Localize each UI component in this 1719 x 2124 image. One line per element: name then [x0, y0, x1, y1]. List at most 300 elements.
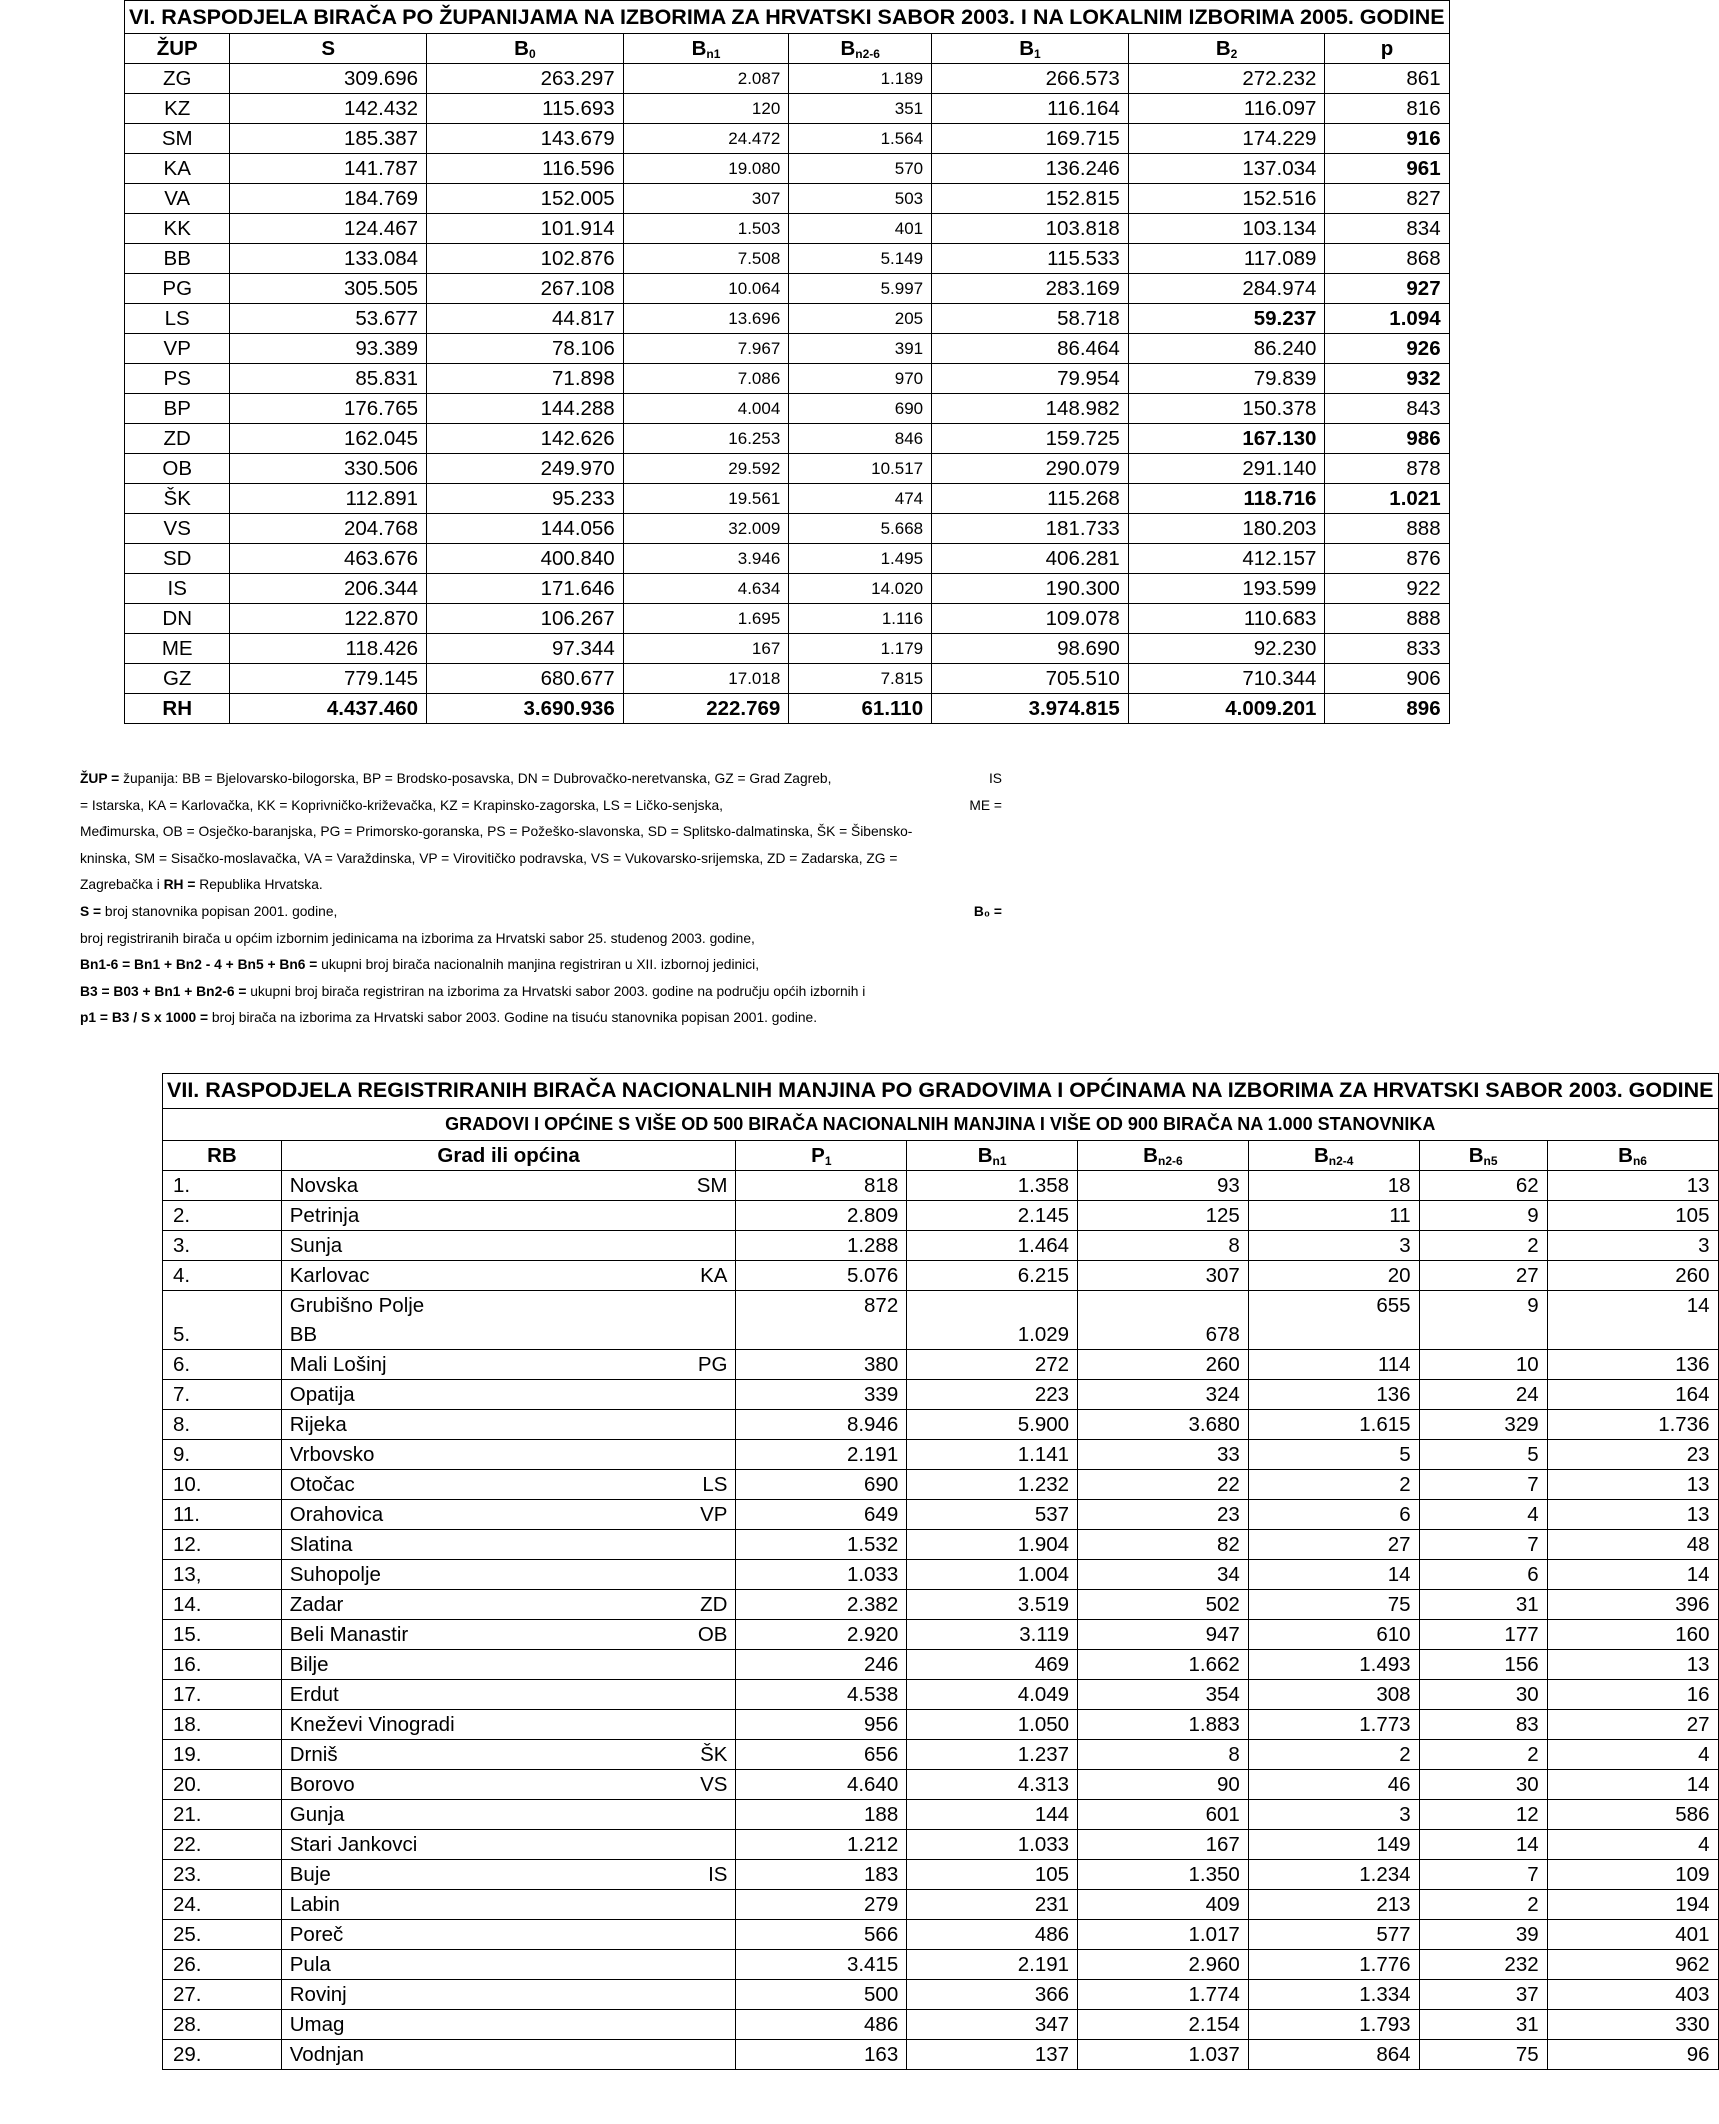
- table-cell: 351: [789, 94, 932, 124]
- table-cell: 30: [1419, 1769, 1547, 1799]
- legend-line: Međimurska, OB = Osječko-baranjska, PG = Primorsko-goranska, PS = Požeško-slavonska, SD = Splitsko-dalmatinska, ŠK = Šibensko-: [80, 824, 913, 840]
- column-header-label: B: [1019, 37, 1034, 60]
- city-name: Stari Jankovci: [289, 1832, 418, 1856]
- city-cell: [281, 1799, 736, 1829]
- city-name: Opatija: [289, 1382, 355, 1406]
- table-row: [163, 1170, 1719, 1200]
- table-row: [125, 274, 1450, 304]
- table-cell: 125: [1078, 1200, 1249, 1230]
- total-cell: 3.974.815: [932, 694, 1129, 724]
- legend-text: ukupni broj birača registriran na izborima za Hrvatski sabor 2003. godine na području općih izbornih i: [246, 983, 866, 999]
- table-cell: 1.050: [907, 1709, 1078, 1739]
- county-code: PG: [697, 1352, 728, 1376]
- table-cell: 206.344: [230, 574, 427, 604]
- table-row: [163, 2009, 1719, 2039]
- table-cell: 1.564: [789, 124, 932, 154]
- city-name: Drniš: [289, 1742, 338, 1766]
- county-code: VS: [700, 1772, 728, 1796]
- county-code: IS: [708, 1862, 728, 1886]
- column-header-label: B: [1215, 37, 1231, 60]
- city-name: Grubišno Polje: [289, 1293, 425, 1317]
- table-cell: 537: [907, 1499, 1078, 1529]
- table-cell: 1.773: [1248, 1709, 1419, 1739]
- table-cell: 366: [907, 1979, 1078, 2009]
- table-row: [125, 364, 1450, 394]
- table-vi-legend: [80, 766, 1002, 1032]
- table-cell: 1.232: [907, 1469, 1078, 1499]
- table-cell: 159.725: [932, 424, 1129, 454]
- table-cell: 2.191: [907, 1949, 1078, 1979]
- table-cell: 24.472: [623, 124, 789, 154]
- table-cell: 1.736: [1547, 1409, 1718, 1439]
- column-header-subscript: n6: [1632, 1153, 1647, 1168]
- table-cell: 570: [789, 154, 932, 184]
- table-cell: 10: [1419, 1349, 1547, 1379]
- column-header: [1248, 1140, 1419, 1170]
- table-cell: 19.561: [623, 484, 789, 514]
- table-cell: 502: [1078, 1589, 1249, 1619]
- table-cell: 181.733: [932, 514, 1129, 544]
- table-cell: 14.020: [789, 574, 932, 604]
- county-code-cell: BB: [125, 244, 230, 274]
- table-cell: 2.809: [736, 1200, 907, 1230]
- table-cell: 32.009: [623, 514, 789, 544]
- legend-text: Republika Hrvatska.: [195, 877, 323, 893]
- rb-cell: 1.: [163, 1170, 282, 1200]
- column-header: [1325, 34, 1449, 64]
- city-cell: [281, 1739, 736, 1769]
- table-cell: 232: [1419, 1949, 1547, 1979]
- table-cell: 2.191: [736, 1439, 907, 1469]
- table-cell: 82: [1078, 1529, 1249, 1559]
- table-cell: 8: [1078, 1739, 1249, 1769]
- table-cell: 818: [736, 1170, 907, 1200]
- column-header: [163, 1140, 282, 1170]
- table-cell: 260: [1547, 1260, 1718, 1290]
- table-cell: 1.033: [907, 1829, 1078, 1859]
- legend-line: [80, 872, 1002, 899]
- county-code-cell: KZ: [125, 94, 230, 124]
- table-cell: 266.573: [932, 64, 1129, 94]
- total-cell: 3.690.936: [427, 694, 624, 724]
- table-cell: 78.106: [427, 334, 624, 364]
- table-vii-body: [163, 1170, 1719, 2069]
- city-cell: [281, 1949, 736, 1979]
- table-row: [163, 1290, 1719, 1349]
- table-cell: 176.765: [230, 394, 427, 424]
- column-header: [427, 34, 624, 64]
- city-name: Petrinja: [289, 1203, 360, 1227]
- table-cell: 403: [1547, 1979, 1718, 2009]
- city-name: Umag: [289, 2012, 345, 2036]
- table-cell: 888: [1325, 514, 1449, 544]
- table-cell: 14: [1547, 1290, 1718, 1349]
- column-header-subscript: n1: [706, 47, 721, 61]
- table-cell: 324: [1078, 1379, 1249, 1409]
- table-cell: 1.116: [789, 604, 932, 634]
- county-code: ŠK: [700, 1742, 728, 1766]
- table-cell: 2: [1248, 1739, 1419, 1769]
- table-cell: 861: [1325, 64, 1449, 94]
- table-cell: 109: [1547, 1859, 1718, 1889]
- table-cell: 916: [1325, 124, 1449, 154]
- legend-line: [80, 766, 1002, 793]
- table-cell: 927: [1325, 274, 1449, 304]
- table-cell: 970: [789, 364, 932, 394]
- column-header: [736, 1140, 907, 1170]
- table-cell: 118.426: [230, 634, 427, 664]
- table-cell: 3.119: [907, 1619, 1078, 1649]
- table-cell: 500: [736, 1979, 907, 2009]
- table-cell: 872: [736, 1290, 907, 1349]
- table-cell: 5.149: [789, 244, 932, 274]
- rb-cell: 29.: [163, 2039, 282, 2069]
- table-cell: 1.793: [1248, 2009, 1419, 2039]
- city-cell: [281, 1859, 736, 1889]
- table-vii-header-row: [163, 1140, 1719, 1170]
- table-cell: 223: [907, 1379, 1078, 1409]
- table-cell: 193.599: [1128, 574, 1325, 604]
- column-header-label: B: [691, 37, 707, 60]
- table-cell: 249.970: [427, 454, 624, 484]
- table-cell: 7.086: [623, 364, 789, 394]
- table-cell: 16.253: [623, 424, 789, 454]
- table-cell: 11: [1248, 1200, 1419, 1230]
- legend-text: broj stanovnika popisan 2001. godine,: [101, 903, 338, 919]
- table-cell: 690: [736, 1469, 907, 1499]
- city-cell: [281, 1679, 736, 1709]
- city-name: Beli Manastir: [289, 1622, 409, 1646]
- city-cell: [281, 1230, 736, 1260]
- table-cell: 133.084: [230, 244, 427, 274]
- column-header: [907, 1140, 1078, 1170]
- table-cell: 160: [1547, 1619, 1718, 1649]
- table-cell: 4.538: [736, 1679, 907, 1709]
- column-header-subscript: 2: [1230, 47, 1238, 61]
- table-vii-subtitle: GRADOVI I OPĆINE S VIŠE OD 500 BIRAČA NACIONALNIH MANJINA I VIŠE OD 900 BIRAČA NA 1.000 STANOVNIKA: [163, 1108, 1719, 1140]
- rb-cell: 27.: [163, 1979, 282, 2009]
- table-cell: 149: [1248, 1829, 1419, 1859]
- table-cell: 3.680: [1078, 1409, 1249, 1439]
- table-cell: 1.774: [1078, 1979, 1249, 2009]
- city-name: Buje: [289, 1862, 331, 1886]
- table-cell: 184.769: [230, 184, 427, 214]
- rb-cell: 8.: [163, 1409, 282, 1439]
- table-row: [163, 1559, 1719, 1589]
- table-cell: 655: [1248, 1290, 1419, 1349]
- table-cell: 409: [1078, 1889, 1249, 1919]
- table-cell: 120: [623, 94, 789, 124]
- table-cell: 79.954: [932, 364, 1129, 394]
- table-cell: 24: [1419, 1379, 1547, 1409]
- city-name: Poreč: [289, 1922, 344, 1946]
- city-cell: [281, 1919, 736, 1949]
- table-cell: 272.232: [1128, 64, 1325, 94]
- table-cell: 10.064: [623, 274, 789, 304]
- table-cell: 144.288: [427, 394, 624, 424]
- table-row: [163, 1859, 1719, 1889]
- table-cell: 947: [1078, 1619, 1249, 1649]
- county-code: BB: [289, 1322, 318, 1346]
- table-row: [125, 214, 1450, 244]
- rb-cell: 11.: [163, 1499, 282, 1529]
- table-cell: 116.164: [932, 94, 1129, 124]
- table-cell: 1.662: [1078, 1649, 1249, 1679]
- table-cell: 14: [1547, 1769, 1718, 1799]
- table-cell: 164: [1547, 1379, 1718, 1409]
- table-cell: 8.946: [736, 1409, 907, 1439]
- table-cell: 13: [1547, 1499, 1718, 1529]
- table-cell: 27: [1419, 1260, 1547, 1290]
- county-code: SM: [696, 1173, 728, 1197]
- table-cell: 380: [736, 1349, 907, 1379]
- table-cell: 577: [1248, 1919, 1419, 1949]
- table-cell: 354: [1078, 1679, 1249, 1709]
- legend-text: ukupni broj birača nacionalnih manjina registriran u XII. izbornoj jedinici,: [317, 957, 760, 973]
- table-cell: 1.358: [907, 1170, 1078, 1200]
- table-cell: 3: [1248, 1799, 1419, 1829]
- table-row: [163, 1679, 1719, 1709]
- table-cell: 103.134: [1128, 214, 1325, 244]
- city-cell: [281, 1769, 736, 1799]
- city-cell: [281, 1559, 736, 1589]
- legend-line: [80, 952, 1002, 979]
- table-row: [163, 2039, 1719, 2069]
- legend-text: IS: [988, 771, 1002, 786]
- county-code-cell: KA: [125, 154, 230, 184]
- city-cell: [281, 1589, 736, 1619]
- city-cell: [281, 2009, 736, 2039]
- table-row: [125, 664, 1450, 694]
- table-cell: 85.831: [230, 364, 427, 394]
- table-cell: 2.920: [736, 1619, 907, 1649]
- table-cell: 115.693: [427, 94, 624, 124]
- table-cell: 12: [1419, 1799, 1547, 1829]
- table-row: [163, 1739, 1719, 1769]
- table-cell: 279: [736, 1889, 907, 1919]
- rb-cell: 5.: [163, 1290, 282, 1349]
- legend-text: broj birača na izborima za Hrvatski sabor 2003. Godine na tisuću stanovnika popisan 2001. godine.: [208, 1010, 818, 1026]
- table-cell: 3: [1547, 1230, 1718, 1260]
- table-row: [125, 424, 1450, 454]
- table-cell: 231: [907, 1889, 1078, 1919]
- table-cell: 3.519: [907, 1589, 1078, 1619]
- city-name: Sunja: [289, 1233, 343, 1257]
- table-cell: 4.313: [907, 1769, 1078, 1799]
- city-cell: [281, 1290, 736, 1349]
- table-cell: 109.078: [932, 604, 1129, 634]
- county-code: KA: [700, 1263, 728, 1287]
- table-cell: 30: [1419, 1679, 1547, 1709]
- column-header-label: S: [321, 37, 336, 60]
- rb-cell: 12.: [163, 1529, 282, 1559]
- city-cell: [281, 1529, 736, 1559]
- city-name: Gunja: [289, 1802, 345, 1826]
- table-cell: 79.839: [1128, 364, 1325, 394]
- table-cell: 649: [736, 1499, 907, 1529]
- table-cell: 19.080: [623, 154, 789, 184]
- city-name: Karlovac: [289, 1263, 370, 1287]
- column-header: [623, 34, 789, 64]
- rb-cell: 17.: [163, 1679, 282, 1709]
- table-cell: 864: [1248, 2039, 1419, 2069]
- county-code: VP: [700, 1502, 728, 1526]
- column-header-subscript: 0: [528, 47, 536, 61]
- county-code: OB: [697, 1622, 728, 1646]
- city-name: Borovo: [289, 1772, 355, 1796]
- total-label: RH: [125, 694, 230, 724]
- city-cell: [281, 1499, 736, 1529]
- table-cell: 7: [1419, 1529, 1547, 1559]
- table-cell: 1.141: [907, 1439, 1078, 1469]
- column-header-label: p: [1380, 37, 1394, 60]
- table-cell: 98.690: [932, 634, 1129, 664]
- table-cell: 190.300: [932, 574, 1129, 604]
- city-name: Kneževi Vinogradi: [289, 1712, 455, 1736]
- table-cell: 118.716: [1128, 484, 1325, 514]
- table-cell: 144: [907, 1799, 1078, 1829]
- table-cell: 205: [789, 304, 932, 334]
- table-cell: 116.097: [1128, 94, 1325, 124]
- table-cell: 152.005: [427, 184, 624, 214]
- table-cell: 2.382: [736, 1589, 907, 1619]
- table-cell: 90: [1078, 1769, 1249, 1799]
- legend-line: broj registriranih birača u općim izbornim jedinicama na izborima za Hrvatski sabor 25. studenog 2003. godine,: [80, 930, 755, 946]
- table-cell: 122.870: [230, 604, 427, 634]
- table-cell: 1.904: [907, 1529, 1078, 1559]
- county-code-cell: IS: [125, 574, 230, 604]
- table-cell: 412.157: [1128, 544, 1325, 574]
- table-cell: 17.018: [623, 664, 789, 694]
- table-cell: 1.350: [1078, 1859, 1249, 1889]
- table-cell: 4.640: [736, 1769, 907, 1799]
- table-cell: 5.900: [907, 1409, 1078, 1439]
- table-cell: 44.817: [427, 304, 624, 334]
- column-header-label: ŽUP: [156, 37, 198, 60]
- table-cell: 156: [1419, 1649, 1547, 1679]
- table-cell: 13.696: [623, 304, 789, 334]
- table-cell: 986: [1325, 424, 1449, 454]
- table-cell: 586: [1547, 1799, 1718, 1829]
- table-cell: 705.510: [932, 664, 1129, 694]
- table-vii: [162, 1073, 1719, 2070]
- rb-cell: 20.: [163, 1769, 282, 1799]
- city-name: Otočac: [289, 1472, 355, 1496]
- column-header: [1419, 1140, 1547, 1170]
- table-cell: 95.233: [427, 484, 624, 514]
- table-cell: 3.415: [736, 1949, 907, 1979]
- table-cell: 1.094: [1325, 304, 1449, 334]
- table-cell: 96: [1547, 2039, 1718, 2069]
- table-cell: 779.145: [230, 664, 427, 694]
- legend-key: RH =: [163, 877, 196, 893]
- table-cell: 39: [1419, 1919, 1547, 1949]
- table-cell: 690: [789, 394, 932, 424]
- table-cell: 143.679: [427, 124, 624, 154]
- column-header-label: P: [811, 1143, 825, 1167]
- table-cell: 59.237: [1128, 304, 1325, 334]
- table-cell: 86.464: [932, 334, 1129, 364]
- table-cell: 13: [1547, 1469, 1718, 1499]
- table-cell: 148.982: [932, 394, 1129, 424]
- table-cell: 2: [1248, 1469, 1419, 1499]
- table-cell: 31: [1419, 1589, 1547, 1619]
- table-cell: 833: [1325, 634, 1449, 664]
- table-row: [163, 1619, 1719, 1649]
- table-cell: 7.967: [623, 334, 789, 364]
- table-row: [125, 94, 1450, 124]
- column-header-label: B: [1313, 1143, 1329, 1167]
- city-cell: [281, 1649, 736, 1679]
- table-cell: 4.049: [907, 1679, 1078, 1709]
- table-cell: 167.130: [1128, 424, 1325, 454]
- table-cell: 307: [623, 184, 789, 214]
- total-cell: 896: [1325, 694, 1449, 724]
- legend-line: [80, 1005, 1002, 1032]
- table-cell: 834: [1325, 214, 1449, 244]
- table-cell: 114: [1248, 1349, 1419, 1379]
- table-cell: 868: [1325, 244, 1449, 274]
- column-header-label: B: [514, 37, 529, 60]
- table-cell: 678: [1078, 1290, 1249, 1349]
- table-cell: 106.267: [427, 604, 624, 634]
- table-cell: 330.506: [230, 454, 427, 484]
- table-cell: 71.898: [427, 364, 624, 394]
- table-cell: 846: [789, 424, 932, 454]
- table-cell: 48: [1547, 1529, 1718, 1559]
- city-name: Labin: [289, 1892, 340, 1916]
- rb-cell: 6.: [163, 1349, 282, 1379]
- table-cell: 1.883: [1078, 1709, 1249, 1739]
- legend-text: Zagrebačka i: [80, 877, 164, 893]
- city-cell: [281, 1979, 736, 2009]
- table-cell: 110.683: [1128, 604, 1325, 634]
- table-cell: 260: [1078, 1349, 1249, 1379]
- table-vi-header-row: [125, 34, 1450, 64]
- column-header: [281, 1140, 736, 1170]
- table-cell: 396: [1547, 1589, 1718, 1619]
- column-header-label: B: [1618, 1143, 1633, 1167]
- table-cell: 18: [1248, 1170, 1419, 1200]
- table-cell: 463.676: [230, 544, 427, 574]
- table-row: [163, 1769, 1719, 1799]
- city-name: Suhopolje: [289, 1562, 381, 1586]
- table-row: [163, 1799, 1719, 1829]
- table-row: [163, 1529, 1719, 1559]
- rb-cell: 21.: [163, 1799, 282, 1829]
- table-cell: 1.212: [736, 1829, 907, 1859]
- table-cell: 183: [736, 1859, 907, 1889]
- table-cell: 878: [1325, 454, 1449, 484]
- table-cell: 401: [789, 214, 932, 244]
- rb-cell: 10.: [163, 1469, 282, 1499]
- table-cell: 1.503: [623, 214, 789, 244]
- county-code-cell: GZ: [125, 664, 230, 694]
- table-cell: 53.677: [230, 304, 427, 334]
- table-cell: 956: [736, 1709, 907, 1739]
- county-code-cell: ŠK: [125, 484, 230, 514]
- city-cell: [281, 1260, 736, 1290]
- city-name: Novska: [289, 1173, 359, 1197]
- table-cell: 33: [1078, 1439, 1249, 1469]
- table-cell: 7: [1419, 1859, 1547, 1889]
- rb-cell: 26.: [163, 1949, 282, 1979]
- city-cell: [281, 1379, 736, 1409]
- table-cell: 1.037: [1078, 2039, 1249, 2069]
- city-cell: [281, 1889, 736, 1919]
- rb-cell: 3.: [163, 1230, 282, 1260]
- city-name: Bilje: [289, 1652, 329, 1676]
